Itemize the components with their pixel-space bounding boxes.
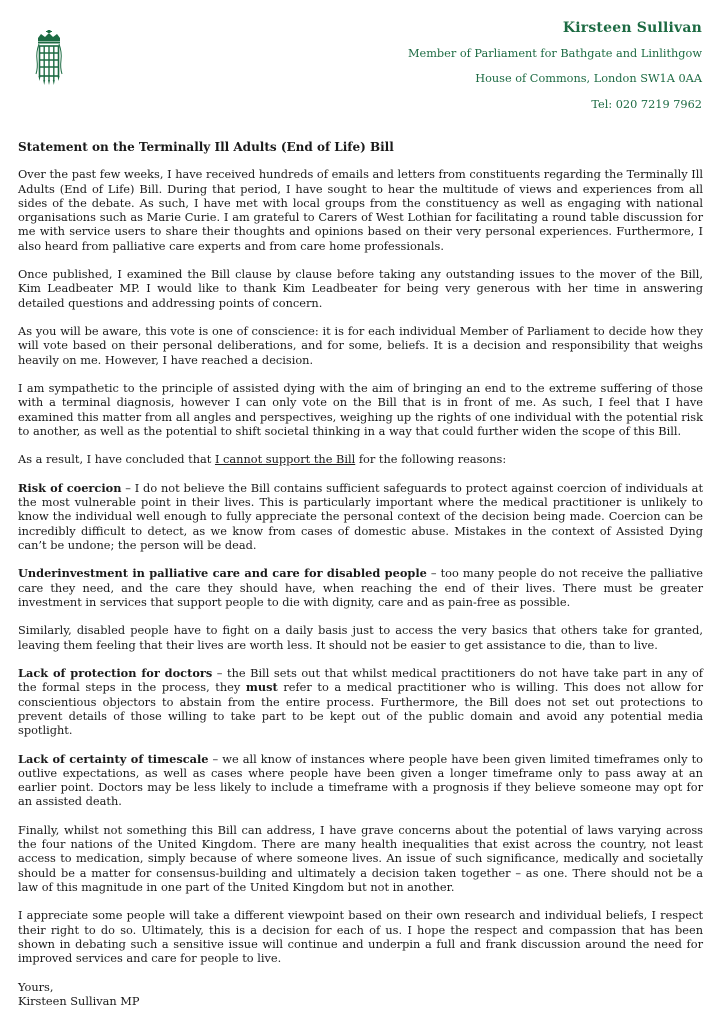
reason-text: – I do not believe the Bill contains sufficient safeguards to protect against coercion of individuals at the most vulnerable point in their lives. This is particularly important where the medical practitioner is unlikely to know the individual well enough to fully appreciate the personal context of the decision being made. Coercion can be incredibly difficult to detect, as we know from cases of domestic abuse. Mistakes in the context of Assisted Dying can’t be undone; the person will be dead. (18, 480, 704, 552)
reason-text: – the Bill sets out that whilst medical practitioners do not have take part in any of the formal steps in the process, they (18, 666, 703, 695)
reason-palliative-care (18, 566, 703, 609)
member-address: House of Commons, London SW1A 0AA (475, 72, 702, 85)
paragraph-closing-remarks: I appreciate some people will take a different viewpoint based on their own research and individual beliefs, I respect their right to do so. Ultimately, this is a decision for each of us. I hope the respect and compassion that has been shown in debating such a sensitive issue will continue and underpin a full and frank discussion around the need for improved services and care for people to live. (18, 908, 703, 965)
reason-timescale (18, 752, 703, 809)
signature: Kirsteen Sullivan MP (18, 993, 140, 1008)
portcullis-icon (34, 30, 64, 92)
reason-text: – too many people do not receive the palliative care they need, and the care they should have, when reaching the end of their lives. There must be greater investment in services that support people to die with dignity, care and as pain-free as possible. (18, 566, 703, 609)
reason-coercion (18, 481, 703, 552)
reason-text: refer to a medical practitioner who is willing. This does not allow for conscientious objectors to abstain from the entire process. Furthermore, the Bill does not set out protections to prevent details of those willing to take part to be kept out of the public domain and avoid any potential media spotlight. (18, 680, 704, 737)
paragraph-sympathy: I am sympathetic to the principle of assisted dying with the aim of bringing an end to the extreme suffering of those with a terminal diagnosis, however I can only vote on the Bill that is in front of me. As such, I feel that I have examined this matter from all angles and perspectives, weighing up the rights of one individual with the potential risk to another, as well as the potential to shift societal thinking in a way that could further widen the scope of this Bill. (18, 381, 703, 438)
member-telephone: Tel: 020 7219 7962 (591, 98, 702, 111)
paragraph-disabled-people: Similarly, disabled people have to fight on a daily basis just to access the very basics that others take for granted, leaving them feeling that their lives are worth less. It should not be easier to get assistance to die, than to live. (18, 623, 703, 652)
paragraph-four-nations: Finally, whilst not something this Bill can address, I have grave concerns about the potential of laws varying across the four nations of the United Kingdom. There are many health inequalities that exist across the country, not least access to medication, simply because of where someone lives. An issue of such significance, medically and societally should be a matter for consensus-building and ultimately a decision taken together – as one. There should not be a law of this magnitude in one part of the United Kingdom but not in another. (18, 822, 703, 894)
reason-heading: Risk of coercion (18, 480, 122, 495)
letter-body (18, 140, 703, 1008)
member-name: Kirsteen Sullivan (562, 20, 702, 36)
emphasis-must: must (245, 680, 278, 695)
conclusion-text-start: As a result, I have concluded that (18, 452, 215, 467)
conclusion-text-end: for the following reasons: (355, 452, 507, 467)
reason-heading: Underinvestment in palliative care and care for disabled people (18, 566, 427, 581)
paragraph-conscience-vote: As you will be aware, this vote is one of conscience: it is for each individual Member of Parliament to decide how they will vote based on their personal deliberations, and for some, beliefs. It is a decision and responsibility that weighs heavily on me. However, I have reached a decision. (18, 324, 703, 367)
paragraph-consultation: Over the past few weeks, I have received hundreds of emails and letters from constituents regarding the Terminally Ill Adults (End of Life) Bill. During that period, I have sought to hear the multitude of views and experiences from all sides of the debate. As such, I have met with local groups from the constituency as well as engaging with national organisations such as Marie Curie. I am grateful to Carers of West Lothian for facilitating a round table discussion for me with service users to share their thoughts and opinions based on their very personal experiences. Furthermore, I also heard from palliative care experts and from care home professionals. (18, 167, 703, 253)
reason-heading: Lack of protection for doctors (18, 666, 213, 680)
statement-title: Statement on the Terminally Ill Adults (End of Life) Bill (18, 140, 394, 154)
conclusion-underlined: I cannot support the Bill (214, 452, 356, 467)
closing-salutation: Yours, (18, 979, 54, 994)
reason-doctors (18, 666, 703, 737)
paragraph-conclusion (18, 452, 703, 466)
member-role: Member of Parliament for Bathgate and Linlithgow (407, 47, 702, 60)
paragraph-bill-examination: Once published, I examined the Bill clause by clause before taking any outstanding issues to the mover of the Bill, Kim Leadbeater MP. I would like to thank Kim Leadbeater for being very generous with her time in answering detailed questions and addressing points of concern. (18, 267, 703, 310)
reason-text: – we all know of instances where people have been given limited timeframes only to outlive expectations, as well as cases where people have been given a longer timeframe only to pass away at an earlier point. Doctors may be less likely to include a timeframe with a prognosis if they believe someone may opt for an assisted death. (18, 751, 703, 809)
reason-heading: Lack of certainty of timescale (18, 751, 209, 766)
